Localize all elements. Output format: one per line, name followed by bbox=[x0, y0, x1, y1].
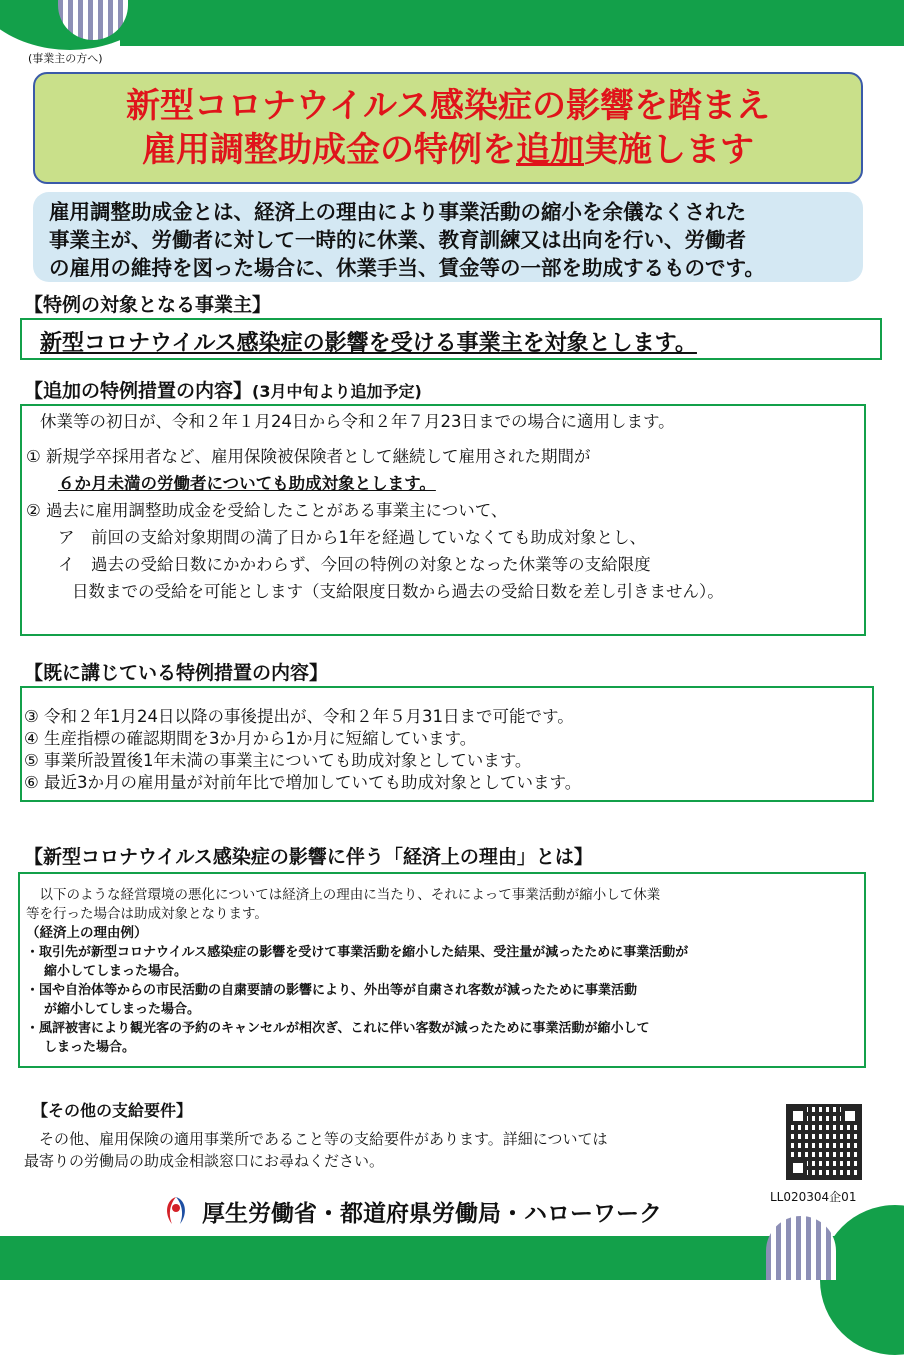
additional-measures-box bbox=[20, 404, 866, 636]
existing-item: ④ 生産指標の確認期間を3か月から1か月に短縮しています。 bbox=[24, 729, 477, 748]
measure-item-2b-cont: 日数までの受給を可能とします（支給限度日数から過去の受給日数を差し引きません）。 bbox=[72, 582, 724, 601]
measure-item-2a: ア 前回の支給対象期間の満了日から1年を経過していなくても助成対象とし、 bbox=[58, 528, 646, 547]
economic-examples-heading: （経済上の理由例） bbox=[26, 925, 148, 941]
economic-example: が縮小してしまった場合。 bbox=[44, 1002, 201, 1017]
decor-stripes-bottom bbox=[766, 1216, 836, 1280]
economic-heading: 【新型コロナウイルス感染症の影響に伴う「経済上の理由」とは】 bbox=[24, 846, 593, 868]
measure-item-1-cont: ６か月未満の労働者についても助成対象とします。 bbox=[58, 474, 436, 493]
measure-item-2: ② 過去に雇用調整助成金を受給したことがある事業主について、 bbox=[26, 501, 508, 520]
ministry-logo-icon bbox=[160, 1194, 192, 1228]
economic-text: 等を行った場合は助成対象となります。 bbox=[26, 906, 268, 922]
intro-line: 事業主が、労働者に対して一時的に休業、教育訓練又は出向を行い、労働者 bbox=[49, 228, 746, 252]
measure-item-1: ① 新規学卒採用者など、雇用保険被保険者として継続して雇用された期間が bbox=[26, 447, 591, 466]
additional-heading-note: (3月中旬より追加予定) bbox=[252, 382, 422, 401]
economic-text: 以下のような経営環境の悪化については経済上の理由に当たり、それによって事業活動が縮小して休業 bbox=[26, 887, 661, 903]
existing-heading: 【既に講じている特例措置の内容】 bbox=[24, 662, 329, 684]
additional-heading-text: 【追加の特例措置の内容】 bbox=[24, 380, 253, 402]
other-text bbox=[24, 1128, 608, 1172]
measure-item-2b: イ 過去の受給日数にかかわらず、今回の特例の対象となった休業等の支給限度 bbox=[58, 555, 651, 574]
economic-example: しまった場合。 bbox=[44, 1040, 136, 1055]
intro-box bbox=[33, 192, 863, 282]
title-line-2c: 実施します bbox=[584, 130, 754, 170]
document-code: LL020304企01 bbox=[770, 1190, 857, 1204]
measure-line: 休業等の初日が、令和２年１月24日から令和２年７月23日までの場合に適用します。 bbox=[40, 412, 675, 431]
qr-corner bbox=[841, 1107, 859, 1125]
qr-corner bbox=[789, 1107, 807, 1125]
top-green-band bbox=[120, 0, 904, 46]
target-heading: 【特例の対象となる事業主】 bbox=[24, 294, 272, 316]
decor-bottom-right-circle bbox=[820, 1205, 904, 1355]
economic-example: ・取引先が新型コロナウイルス感染症の影響を受けて事業活動を縮小した結果、受注量が減ったために事業活動が bbox=[26, 945, 689, 960]
footer-org-text: 厚生労働省・都道府県労働局・ハローワーク bbox=[202, 1200, 662, 1227]
existing-item: ⑤ 事業所設置後1年未満の事業主についても助成対象としています。 bbox=[24, 751, 532, 770]
existing-item: ⑥ 最近3か月の雇用量が対前年比で増加していても助成対象としています。 bbox=[24, 773, 582, 792]
economic-reasons-box bbox=[18, 872, 866, 1068]
other-heading: 【その他の支給要件】 bbox=[32, 1101, 193, 1120]
economic-example: ・国や自治体等からの市民活動の自粛要請の影響により、外出等が自粛され客数が減ったために事業活動 bbox=[26, 983, 638, 998]
qr-corner bbox=[789, 1159, 807, 1177]
economic-example: 縮小してしまった場合。 bbox=[44, 964, 188, 979]
footer-org bbox=[160, 1194, 662, 1228]
other-line: 最寄りの労働局の助成金相談窓口にお尋ねください。 bbox=[24, 1152, 385, 1170]
title-line-1: 新型コロナウイルス感染症の影響を踏まえ bbox=[126, 86, 770, 126]
intro-line: 雇用調整助成金とは、経済上の理由により事業活動の縮小を余儀なくされた bbox=[49, 200, 746, 224]
other-line: その他、雇用保険の適用事業所であること等の支給要件があります。詳細については bbox=[24, 1130, 608, 1148]
page-title bbox=[35, 84, 861, 172]
target-box bbox=[20, 318, 882, 360]
existing-item: ③ 令和２年1月24日以降の事後提出が、令和２年５月31日まで可能です。 bbox=[24, 707, 574, 726]
title-line-2 bbox=[35, 128, 861, 172]
audience-label: (事業主の方へ) bbox=[28, 52, 103, 65]
title-emphasis: 追加 bbox=[516, 130, 584, 170]
existing-measures-box bbox=[20, 686, 874, 802]
economic-example: ・風評被害により観光客の予約のキャンセルが相次ぎ、これに伴い客数が減ったために事業活動が縮小して bbox=[26, 1021, 650, 1036]
qr-code[interactable] bbox=[786, 1104, 862, 1180]
target-text: 新型コロナウイルス感染症の影響を受ける事業主を対象とします。 bbox=[40, 331, 697, 356]
title-box bbox=[33, 72, 863, 184]
intro-line: の雇用の維持を図った場合に、休業手当、賃金等の一部を助成するものです。 bbox=[49, 256, 765, 280]
title-line-2a: 雇用調整助成金の特例を bbox=[142, 130, 516, 170]
additional-heading bbox=[24, 376, 422, 403]
